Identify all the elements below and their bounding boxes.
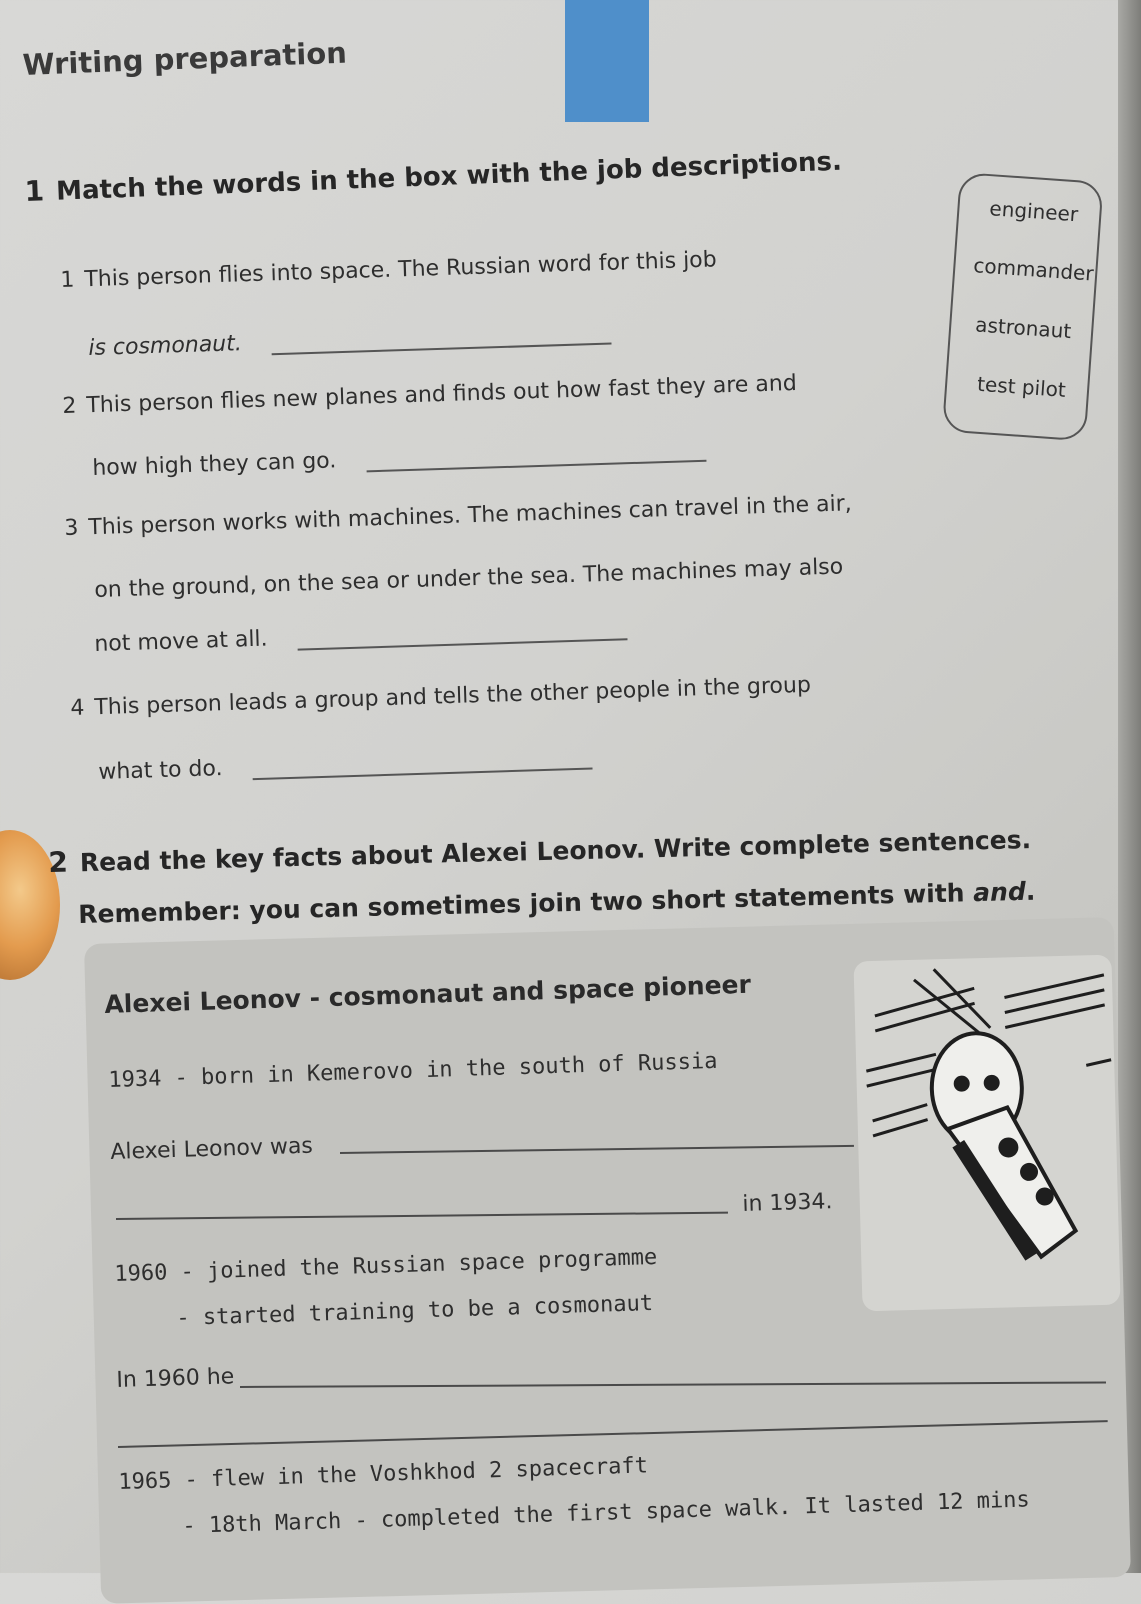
- item4-number: 4: [70, 695, 85, 721]
- exercise1-instruction: Match the words in the box with the job descriptions.: [55, 146, 843, 207]
- cosmonaut-drawing-icon: [853, 955, 1120, 1312]
- item3-line2: on the ground, on the sea or under the sea. The machines may also: [94, 554, 844, 603]
- exercise1-heading: [24, 144, 842, 208]
- item3-line1: [64, 491, 852, 541]
- page-tab-marker: [565, 0, 649, 122]
- exercise2-instruction: Read the key facts about Alexei Leonov. Write complete sentences.: [79, 824, 1032, 878]
- item2-answer-blank[interactable]: [366, 440, 707, 473]
- item1-answer-blank[interactable]: [271, 323, 612, 356]
- item4-text: This person leads a group and tells the other people in the group: [93, 672, 812, 721]
- item1-line2: [88, 320, 612, 361]
- item3-line3: [94, 615, 628, 657]
- item4-answer-blank[interactable]: [252, 747, 593, 780]
- fact1-end: in 1934.: [742, 1189, 833, 1217]
- word-box: [942, 172, 1104, 441]
- word-engineer: engineer: [988, 196, 1079, 227]
- item3-text: This person works with machines. The machines can travel in the air,: [87, 491, 853, 541]
- item1-text-line2: is cosmonaut.: [88, 331, 243, 361]
- item3-answer-blank[interactable]: [297, 618, 628, 650]
- fact2-line1: 1960 - joined the Russian space programme: [114, 1244, 658, 1287]
- item2-line2: [92, 437, 706, 481]
- fact1-prompt: Alexei Leonov was: [110, 1133, 314, 1165]
- fact3-line2: - 18th March - completed the first space walk. It lasted 12 mins: [182, 1487, 1031, 1539]
- item2-number: 2: [62, 393, 77, 419]
- item2-text: This person flies new planes and finds out how fast they are and: [85, 370, 798, 419]
- remember-and: and: [972, 876, 1027, 908]
- item4-line1: [70, 673, 811, 721]
- spacecraft-illustration: [853, 955, 1120, 1312]
- exercise2-heading: [48, 822, 1031, 879]
- section-title: Writing preparation: [22, 35, 348, 82]
- exercise2-number: 2: [48, 845, 69, 879]
- fact2-prompt: In 1960 he: [116, 1364, 235, 1393]
- item1-line1: [60, 247, 717, 293]
- remember-text: Remember: you can sometimes join two short statements with: [78, 878, 974, 929]
- item2-text-line2: how high they can go.: [92, 448, 337, 481]
- item4-text-line2: what to do.: [98, 756, 223, 785]
- fact2-line2: - started training to be a cosmonaut: [176, 1291, 654, 1331]
- item3-text-line3: not move at all.: [94, 626, 268, 657]
- word-astronaut: astronaut: [974, 312, 1073, 344]
- fact1: 1934 - born in Kemerovo in the south of Russia: [108, 1048, 718, 1093]
- item1-text: This person flies into space. The Russian word for this job: [83, 247, 718, 293]
- exercise2-remember: [78, 877, 1036, 929]
- item1-number: 1: [60, 267, 75, 293]
- exercise1-number: 1: [24, 174, 45, 208]
- word-commander: commander: [972, 253, 1095, 286]
- item2-line1: [62, 371, 797, 419]
- facts-title: Alexei Leonov - cosmonaut and space pioneer: [104, 969, 752, 1019]
- word-test-pilot: test pilot: [976, 371, 1067, 402]
- item4-line2: [98, 744, 593, 785]
- item3-number: 3: [64, 515, 79, 541]
- remember-period: .: [1025, 876, 1036, 906]
- fact3-line1: 1965 - flew in the Voshkhod 2 spacecraft: [118, 1453, 649, 1495]
